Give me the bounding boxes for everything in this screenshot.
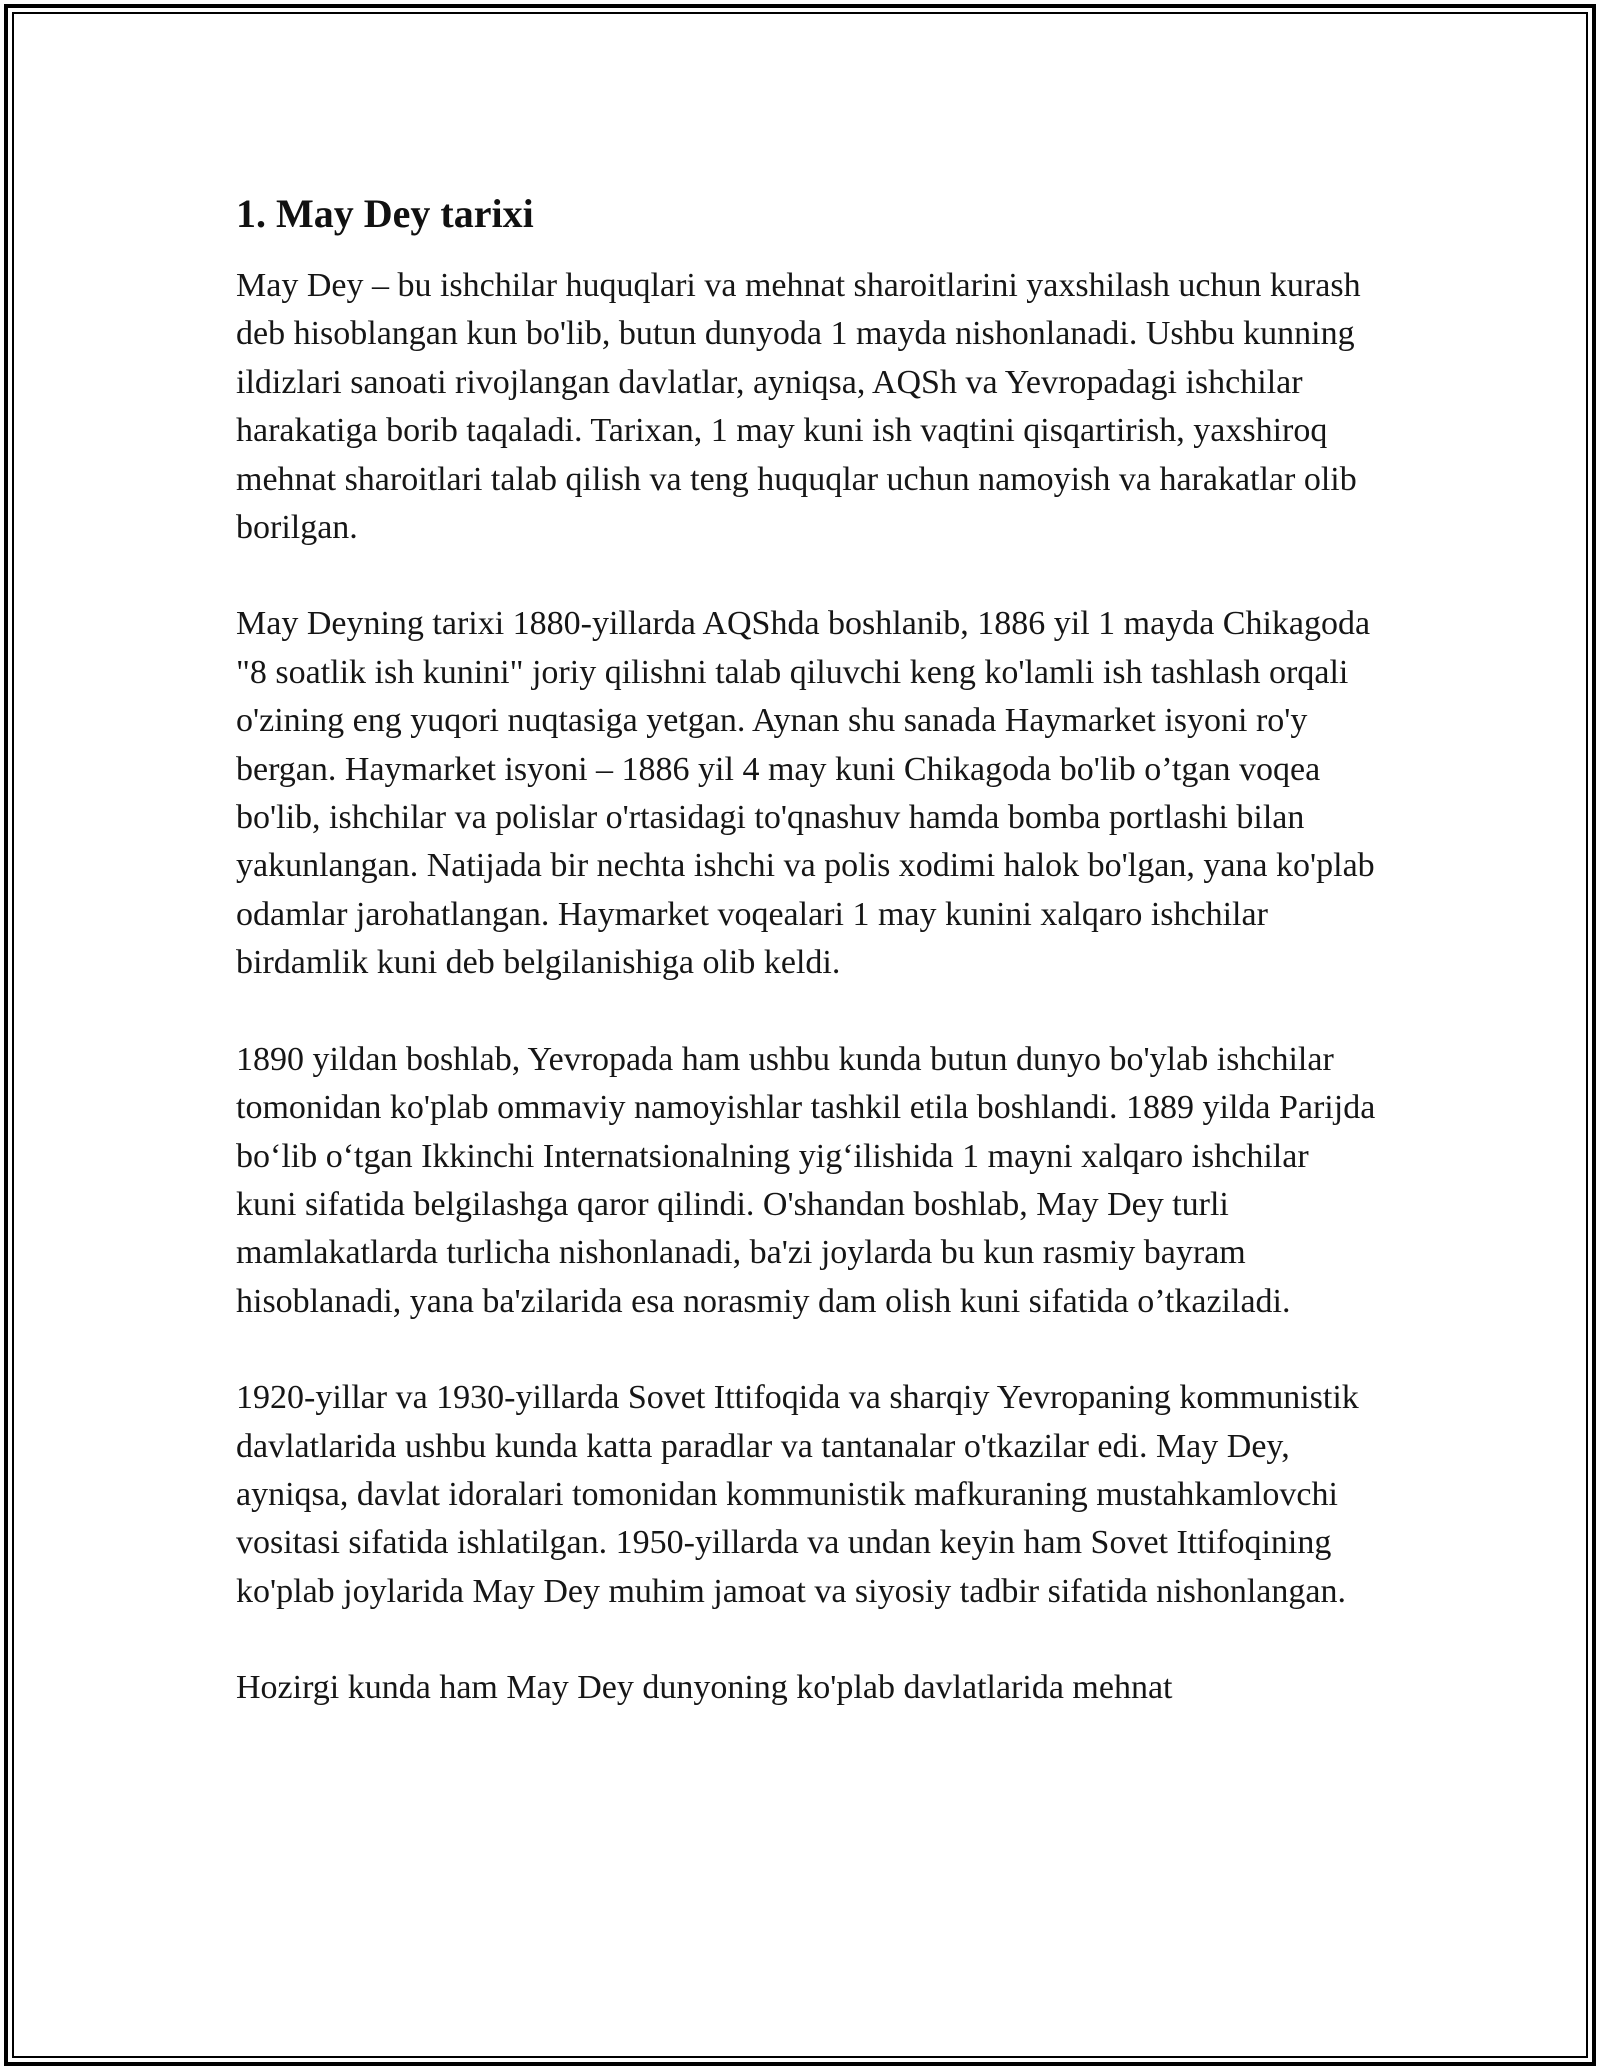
paragraph-4: 1920-yillar va 1930-yillarda Sovet Ittifoqida va sharqiy Yevropaning kommunistik davlatlarida ushbu kunda katta paradlar va tantanalar o'tkazilar edi. May Dey, ayniqsa, davlat idoralari tomonidan kommunistik mafkuraning mustahkamlovchi vositasi sifatida ishlatilgan. 1950-yillarda va undan keyin ham Sovet Ittifoqining ko'plab joylarida May Dey muhim jamoat va siyosiy tadbir sifatida nishonlangan. [236, 1379, 1359, 1610]
paragraph-1: May Dey – bu ishchilar huquqlari va mehnat sharoitlarini yaxshilash uchun kurash deb hisoblangan kun bo'lib, butun dunyoda 1 mayda nishonlanadi. Ushbu kunning ildizlari sanoati rivojlangan davlatlar, ayniqsa, AQSh va Yevropadagi ishchilar harakatiga borib taqaladi. Tarixan, 1 may kuni ish vaqtini qisqartirish, yaxshiroq mehnat sharoitlari talab qilish va teng huquqlar uchun namoyish va harakatlar olib borilgan. [236, 267, 1361, 547]
paragraph-2: May Deyning tarixi 1880-yillarda AQShda boshlanib, 1886 yil 1 mayda Chikagoda "8 soatlik ish kunini" joriy qilishni talab qiluvchi keng ko'lamli ish tashlash orqali o'zining eng yuqori nuqtasiga yetgan. Aynan shu sanada Haymarket isyoni ro'y bergan. Haymarket isyoni – 1886 yil 4 may kuni Chikagoda bo'lib o’tgan voqea bo'lib, ishchilar va polislar o'rtasidagi to'qnashuv hamda bomba portlashi bilan yakunlangan. Natijada bir nechta ishchi va polis xodimi halok bo'lgan, yana ko'plab odamlar jarohatlangan. Haymarket voqealari 1 may kunini xalqaro ishchilar birdamlik kuni deb belgilanishiga olib keldi. [236, 605, 1375, 982]
document-body [236, 188, 1376, 1761]
paragraph-5: Hozirgi kunda ham May Dey dunyoning ko'plab davlatlarida mehnat [236, 1669, 1173, 1707]
section-heading: 1. May Dey tarixi [236, 191, 534, 236]
paragraph-3: 1890 yildan boshlab, Yevropada ham ushbu kunda butun dunyo bo'ylab ishchilar tomonidan ko'plab ommaviy namoyishlar tashkil etila boshlandi. 1889 yilda Parijda bo‘lib o‘tgan Ikkinchi Internatsionalning yig‘ilishida 1 mayni xalqaro ishchilar kuni sifatida belgilashga qaror qilindi. O'shandan boshlab, May Dey turli mamlakatlarda turlicha nishonlanadi, ba'zi joylarda bu kun rasmiy bayram hisoblanadi, yana ba'zilarida esa norasmiy dam olish kuni sifatida o’tkaziladi. [236, 1040, 1376, 1320]
